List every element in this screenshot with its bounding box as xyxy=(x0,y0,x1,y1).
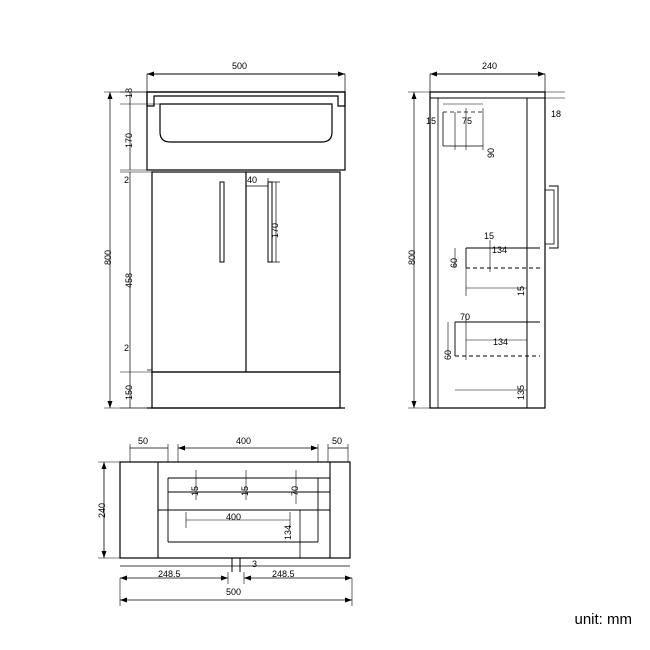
plan-shelf-b-label: 15 xyxy=(240,485,250,496)
plan-inner-width-2-label: 400 xyxy=(226,512,242,522)
plan-half-left-label: 248.5 xyxy=(158,569,181,579)
unit-note: unit: mm xyxy=(574,611,632,628)
side-mid-offset-label: 15 xyxy=(484,231,495,241)
front-plinth-label: 150 xyxy=(124,384,134,400)
plan-shelf-c-label: 70 xyxy=(290,485,300,496)
plan-overall-width-label: 500 xyxy=(226,587,242,597)
handle-offset-label: 40 xyxy=(247,175,258,185)
front-gap-top-label: 2 xyxy=(124,175,130,185)
side-upper-bracket-height-label: 90 xyxy=(486,147,496,158)
side-mid-depth-label: 134 xyxy=(492,245,508,255)
side-low-height-label: 60 xyxy=(443,349,453,360)
side-back-offset-label: 15 xyxy=(426,116,437,126)
plan-overall-depth-label: 240 xyxy=(97,502,107,518)
side-low-offset-label: 70 xyxy=(460,312,471,322)
side-mid-small-label: 15 xyxy=(516,285,526,296)
front-basin-depth-label: 170 xyxy=(124,132,134,148)
front-door-height-label: 458 xyxy=(124,272,134,288)
plan-shelf-a-label: 15 xyxy=(190,485,200,496)
side-base-height-label: 135 xyxy=(516,384,526,400)
side-low-depth-label: 134 xyxy=(493,337,509,347)
front-top-rim-label: 18 xyxy=(124,87,134,98)
front-overall-height-label: 800 xyxy=(103,249,113,265)
handle-length-label: 170 xyxy=(270,222,280,238)
plan-inner-width-label: 400 xyxy=(236,436,252,446)
side-mid-height-label: 60 xyxy=(449,257,459,268)
side-overall-height-label: 800 xyxy=(407,249,417,265)
side-upper-bracket-width-label: 75 xyxy=(462,116,473,126)
front-gap-bottom-label: 2 xyxy=(124,343,130,353)
side-overall-depth-label: 240 xyxy=(482,61,498,71)
plan-side-right-label: 50 xyxy=(332,436,343,446)
plan-inner-depth-label: 134 xyxy=(283,524,293,540)
plan-center-gap-label: 3 xyxy=(252,559,258,569)
side-top-thickness-label: 18 xyxy=(551,109,562,119)
front-overall-width-label: 500 xyxy=(232,61,248,71)
plan-half-right-label: 248.5 xyxy=(272,569,295,579)
plan-side-left-label: 50 xyxy=(138,436,149,446)
